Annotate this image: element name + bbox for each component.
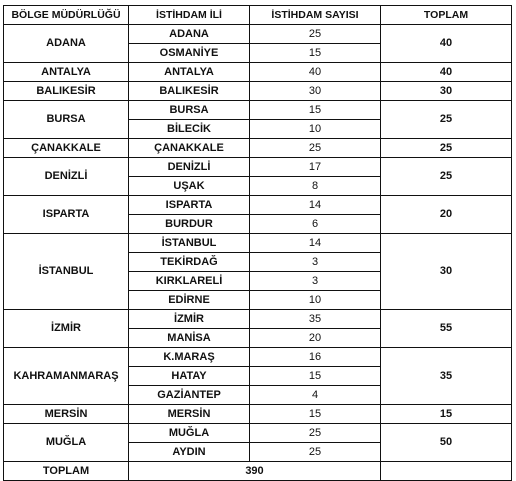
employment-count-cell: 35 <box>250 310 381 329</box>
province-cell: K.MARAŞ <box>129 348 250 367</box>
employment-count-cell: 14 <box>250 234 381 253</box>
region-total-cell: 40 <box>381 63 512 82</box>
region-name-cell: BALIKESİR <box>4 82 129 101</box>
region-name-cell: İSTANBUL <box>4 234 129 310</box>
province-cell: KIRKLARELİ <box>129 272 250 291</box>
table-body <box>4 25 512 462</box>
province-cell: AYDIN <box>129 443 250 462</box>
table-footer <box>4 462 512 481</box>
header-region: BÖLGE MÜDÜRLÜĞÜ <box>4 6 129 25</box>
table-row <box>4 405 512 424</box>
employment-count-cell: 15 <box>250 405 381 424</box>
region-total-cell: 30 <box>381 82 512 101</box>
province-cell: DENİZLİ <box>129 158 250 177</box>
province-cell: İZMİR <box>129 310 250 329</box>
grand-total-label: TOPLAM <box>4 462 129 481</box>
province-cell: MERSİN <box>129 405 250 424</box>
employment-count-cell: 15 <box>250 367 381 386</box>
employment-count-cell: 8 <box>250 177 381 196</box>
employment-count-cell: 15 <box>250 44 381 63</box>
region-total-cell: 20 <box>381 196 512 234</box>
region-total-cell: 25 <box>381 139 512 158</box>
region-name-cell: ANTALYA <box>4 63 129 82</box>
employment-count-cell: 25 <box>250 424 381 443</box>
region-total-cell: 40 <box>381 25 512 63</box>
employment-count-cell: 25 <box>250 443 381 462</box>
province-cell: GAZİANTEP <box>129 386 250 405</box>
region-name-cell: ISPARTA <box>4 196 129 234</box>
region-name-cell: ÇANAKKALE <box>4 139 129 158</box>
header-province: İSTİHDAM İLİ <box>129 6 250 25</box>
region-name-cell: DENİZLİ <box>4 158 129 196</box>
region-total-cell: 15 <box>381 405 512 424</box>
employment-count-cell: 30 <box>250 82 381 101</box>
header-row <box>4 6 512 25</box>
region-total-cell: 55 <box>381 310 512 348</box>
province-cell: ISPARTA <box>129 196 250 215</box>
province-cell: EDİRNE <box>129 291 250 310</box>
table-row <box>4 196 512 215</box>
employment-count-cell: 3 <box>250 253 381 272</box>
table-row <box>4 310 512 329</box>
province-cell: TEKİRDAĞ <box>129 253 250 272</box>
employment-count-cell: 25 <box>250 139 381 158</box>
province-cell: BURSA <box>129 101 250 120</box>
region-name-cell: KAHRAMANMARAŞ <box>4 348 129 405</box>
table-row <box>4 424 512 443</box>
province-cell: BALIKESİR <box>129 82 250 101</box>
grand-total-value: 390 <box>129 462 381 481</box>
employment-count-cell: 25 <box>250 25 381 44</box>
province-cell: HATAY <box>129 367 250 386</box>
grand-total-row <box>4 462 512 481</box>
region-total-cell: 25 <box>381 101 512 139</box>
province-cell: MUĞLA <box>129 424 250 443</box>
table-row <box>4 82 512 101</box>
table-row <box>4 158 512 177</box>
province-cell: İSTANBUL <box>129 234 250 253</box>
table-header <box>4 6 512 25</box>
employment-count-cell: 10 <box>250 120 381 139</box>
table-row <box>4 63 512 82</box>
employment-count-cell: 10 <box>250 291 381 310</box>
region-total-cell: 30 <box>381 234 512 310</box>
region-name-cell: MERSİN <box>4 405 129 424</box>
employment-count-cell: 4 <box>250 386 381 405</box>
employment-count-cell: 15 <box>250 101 381 120</box>
grand-total-empty-cell <box>381 462 512 481</box>
table-row <box>4 101 512 120</box>
employment-count-cell: 14 <box>250 196 381 215</box>
region-total-cell: 25 <box>381 158 512 196</box>
header-total: TOPLAM <box>381 6 512 25</box>
table-row <box>4 139 512 158</box>
province-cell: ÇANAKKALE <box>129 139 250 158</box>
employment-count-cell: 20 <box>250 329 381 348</box>
region-name-cell: MUĞLA <box>4 424 129 462</box>
employment-count-cell: 3 <box>250 272 381 291</box>
province-cell: OSMANİYE <box>129 44 250 63</box>
table-row <box>4 234 512 253</box>
employment-count-cell: 40 <box>250 63 381 82</box>
table-row <box>4 25 512 44</box>
header-count: İSTİHDAM SAYISI <box>250 6 381 25</box>
region-name-cell: ADANA <box>4 25 129 63</box>
employment-count-cell: 17 <box>250 158 381 177</box>
province-cell: ANTALYA <box>129 63 250 82</box>
employment-count-cell: 6 <box>250 215 381 234</box>
region-name-cell: BURSA <box>4 101 129 139</box>
employment-count-cell: 16 <box>250 348 381 367</box>
province-cell: BİLECİK <box>129 120 250 139</box>
province-cell: UŞAK <box>129 177 250 196</box>
region-name-cell: İZMİR <box>4 310 129 348</box>
province-cell: MANİSA <box>129 329 250 348</box>
employment-table <box>3 5 512 481</box>
province-cell: BURDUR <box>129 215 250 234</box>
region-total-cell: 50 <box>381 424 512 462</box>
region-total-cell: 35 <box>381 348 512 405</box>
province-cell: ADANA <box>129 25 250 44</box>
table-row <box>4 348 512 367</box>
